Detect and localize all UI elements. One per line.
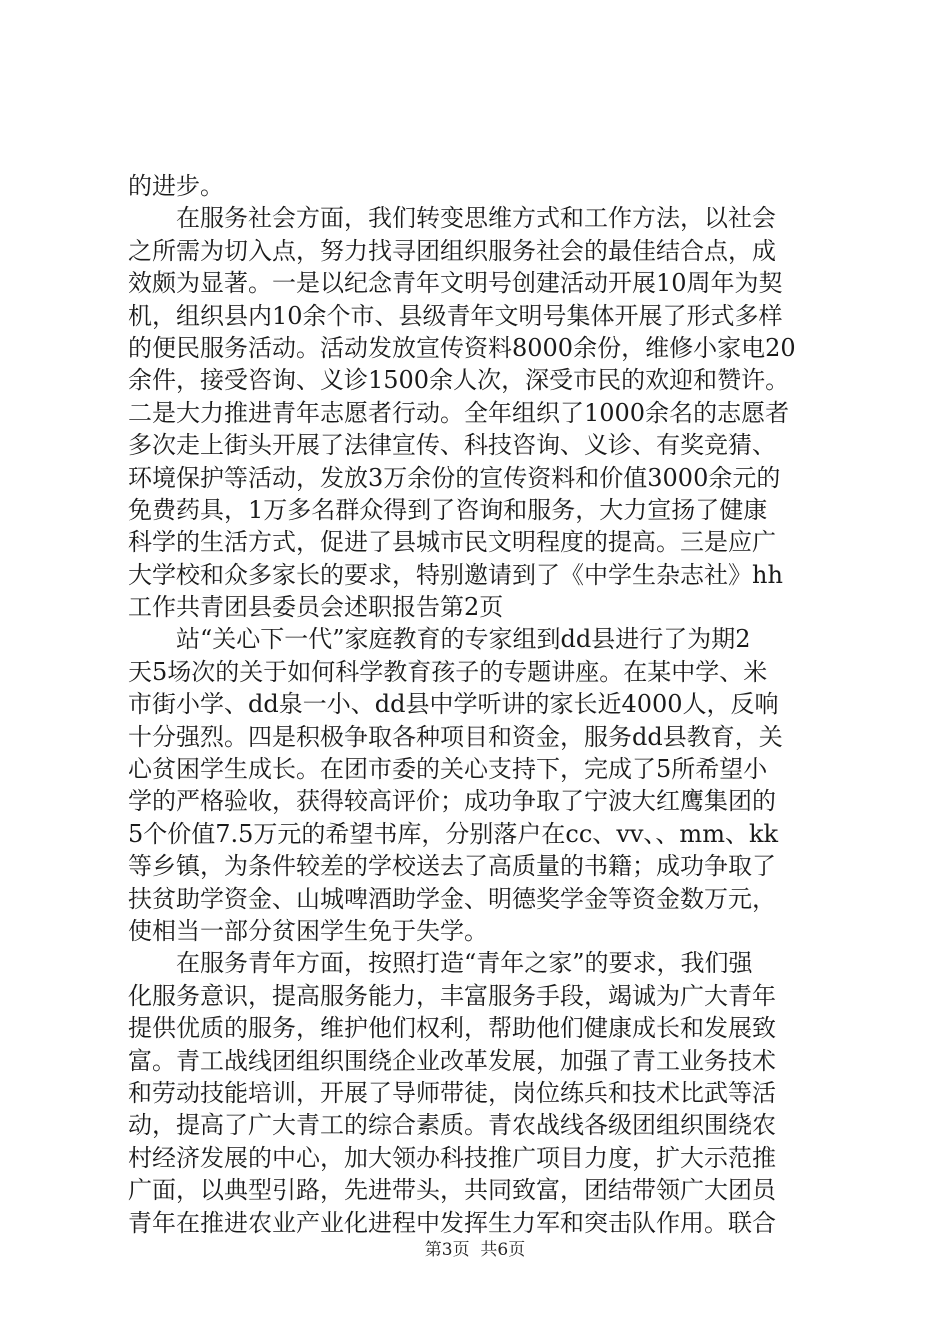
text-line: 扶贫助学资金、山城啤酒助学金、明德奖学金等资金数万元， <box>128 884 776 913</box>
text-line: 动，提高了广大青工的综合素质。青农战线各级团组织围绕农 <box>128 1111 776 1140</box>
text-line: 天5场次的关于如何科学教育孩子的专题讲座。在某中学、米 <box>128 657 768 686</box>
text-line: 在服务社会方面，我们转变思维方式和工作方法，以社会 <box>128 204 776 233</box>
text-line: 余件，接受咨询、义诊1500余人次，深受市民的欢迎和赞许。 <box>128 366 790 395</box>
text-line: 青年在推进农业产业化进程中发挥生力军和突击队作用。联合 <box>128 1208 776 1237</box>
text-line: 大学校和众多家长的要求，特别邀请到了《中学生杂志社》hh <box>128 560 783 589</box>
text-line: 在服务青年方面，按照打造“青年之家”的要求，我们强 <box>128 949 753 978</box>
text-line: 和劳动技能培训，开展了导师带徒，岗位练兵和技术比武等活 <box>128 1078 776 1107</box>
text-line: 提供优质的服务，维护他们权利，帮助他们健康成长和发展致 <box>128 1014 776 1043</box>
text-line: 免费药具，1万多名群众得到了咨询和服务，大力宣扬了健康 <box>128 495 768 524</box>
text-line: 学的严格验收，获得较高评价；成功争取了宁波大红鹰集团的 <box>128 787 776 816</box>
text-line: 心贫困学生成长。在团市委的关心支持下，完成了5所希望小 <box>128 755 768 784</box>
text-line: 化服务意识，提高服务能力，丰富服务手段，竭诚为广大青年 <box>128 981 776 1010</box>
text-line: 富。青工战线团组织围绕企业改革发展，加强了青工业务技术 <box>128 1046 776 1075</box>
text-line: 市街小学、dd泉一小、dd县中学听讲的家长近4000人，反响 <box>128 690 779 719</box>
text-line: 环境保护等活动，发放3万余份的宣传资料和价值3000余元的 <box>128 463 781 492</box>
page-footer: 第3页 共6页 <box>424 1240 526 1260</box>
text-line: 使相当一部分贫困学生免于失学。 <box>128 916 488 945</box>
text-line: 机，组织县内10余个市、县级青年文明号集体开展了形式多样 <box>128 301 783 330</box>
text-line: 村经济发展的中心，加大领办科技推广项目力度，扩大示范推 <box>128 1143 776 1172</box>
body-text <box>128 170 832 1239</box>
text-line: 工作共青团县委员会述职报告第2页 <box>128 593 504 622</box>
text-line: 等乡镇，为条件较差的学校送去了高质量的书籍；成功争取了 <box>128 852 776 881</box>
text-line: 二是大力推进青年志愿者行动。全年组织了1000余名的志愿者 <box>128 398 790 427</box>
text-line: 十分强烈。四是积极争取各种项目和资金，服务dd县教育，关 <box>128 722 783 751</box>
text-line: 科学的生活方式，促进了县城市民文明程度的提高。三是应广 <box>128 528 776 557</box>
text-line: 的便民服务活动。活动发放宣传资料8000余份，维修小家电20 <box>128 333 796 362</box>
text-line: 5个价值7.5万元的希望书库，分别落户在cc、vv、、mm、kk <box>128 819 779 848</box>
text-line: 多次走上街头开展了法律宣传、科技咨询、义诊、有奖竞猜、 <box>128 431 776 460</box>
text-line: 效颇为显著。一是以纪念青年文明号创建活动开展10周年为契 <box>128 269 783 298</box>
text-line: 广面，以典型引路，先进带头，共同致富，团结带领广大团员 <box>128 1176 776 1205</box>
text-line: 站“关心下一代”家庭教育的专家组到dd县进行了为期2 <box>128 625 751 654</box>
text-line: 之所需为切入点，努力找寻团组织服务社会的最佳结合点，成 <box>128 236 776 265</box>
text-line: 的进步。 <box>128 172 224 200</box>
